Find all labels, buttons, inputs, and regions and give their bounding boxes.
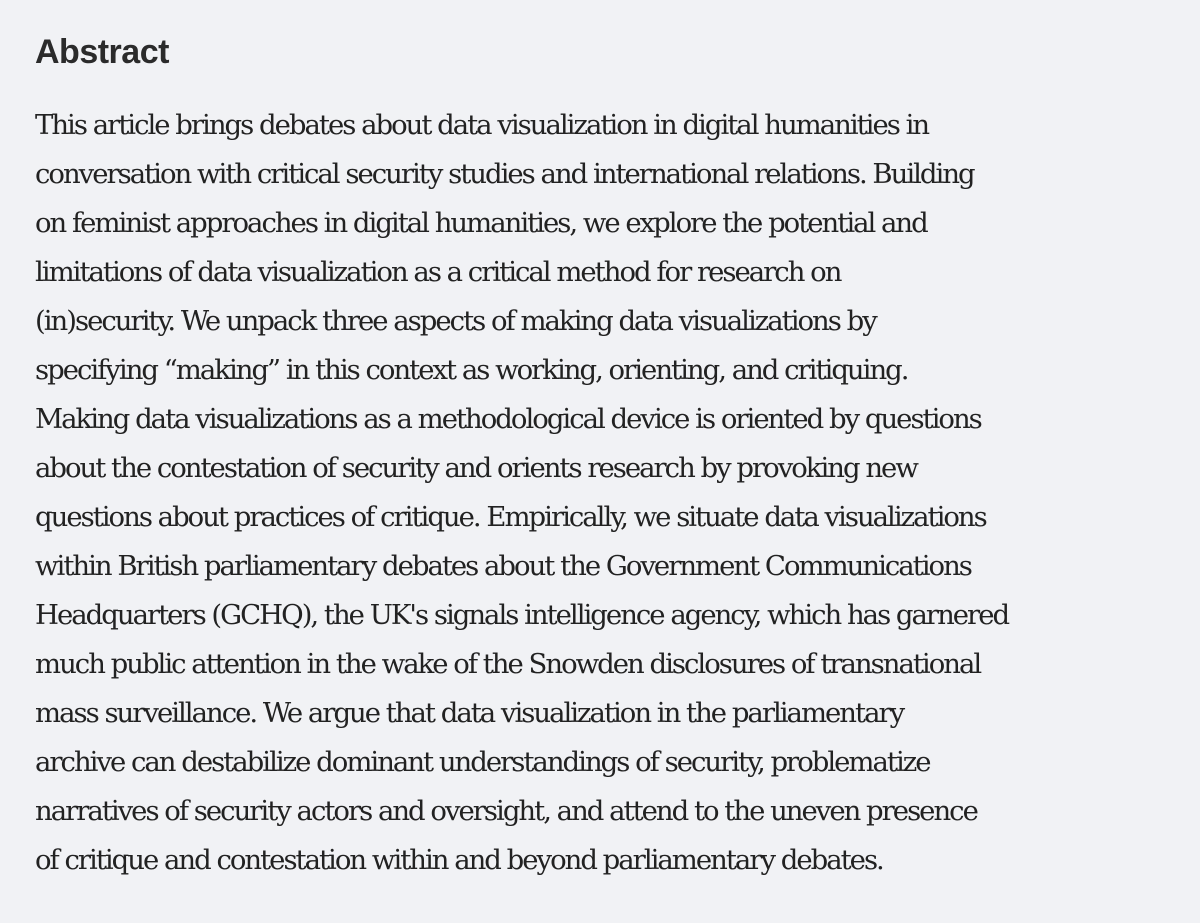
abstract-line: narratives of security actors and oversight, and attend to the uneven presence	[35, 795, 977, 827]
abstract-line: specifying “making” in this context as working, orienting, and critiquing.	[35, 354, 908, 386]
abstract-line: questions about practices of critique. Empirically, we situate data visualizations	[35, 501, 986, 533]
abstract-line: Headquarters (GCHQ), the UK's signals intelligence agency, which has garnered	[35, 599, 1009, 631]
abstract-line: Making data visualizations as a methodological device is oriented by questions	[35, 403, 981, 435]
abstract-line: of critique and contestation within and beyond parliamentary debates.	[35, 844, 883, 876]
abstract-line: This article brings debates about data visualization in digital humanities in	[35, 109, 929, 141]
abstract-body	[35, 101, 1200, 885]
abstract-line: about the contestation of security and orients research by provoking new	[35, 452, 917, 484]
abstract-line: conversation with critical security studies and international relations. Building	[35, 158, 974, 190]
abstract-line: much public attention in the wake of the Snowden disclosures of transnational	[35, 648, 981, 680]
abstract-line: within British parliamentary debates about the Government Communications	[35, 550, 971, 582]
abstract-line: archive can destabilize dominant understandings of security, problematize	[35, 746, 930, 778]
abstract-line: (in)security. We unpack three aspects of making data visualizations by	[35, 305, 876, 337]
abstract-heading: Abstract	[35, 33, 169, 71]
abstract-line: mass surveillance. We argue that data visualization in the parliamentary	[35, 697, 904, 729]
abstract-line: on feminist approaches in digital humanities, we explore the potential and	[35, 207, 927, 239]
abstract-line: limitations of data visualization as a critical method for research on	[35, 256, 841, 288]
